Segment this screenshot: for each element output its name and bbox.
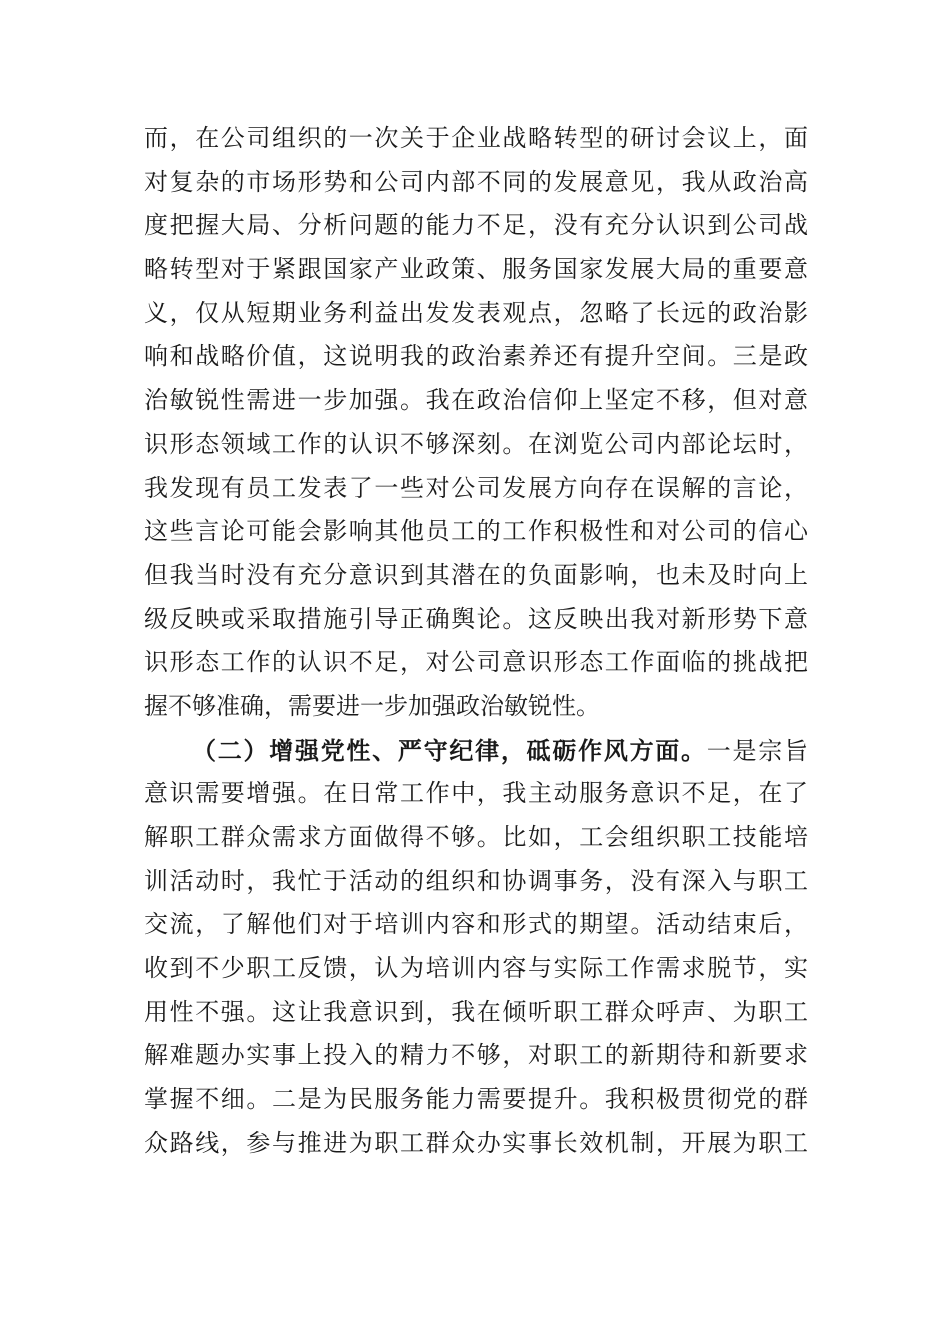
section-heading: （二）增强党性、严守纪律，砥砺作风方面。	[192, 735, 707, 765]
paragraph-1-line-3: 度把握大局、分析问题的能力不足，没有充分认识到公司战	[144, 211, 808, 240]
paragraph-2-line-9: 掌握不细。二是为民服务能力需要提升。我积极贯彻党的群	[144, 1085, 808, 1114]
paragraph-1-line-12: 级反映或采取措施引导正确舆论。这反映出我对新形势下意	[144, 604, 808, 633]
paragraph-1-line-5: 义，仅从短期业务利益出发发表观点，忽略了长远的政治影	[144, 298, 808, 327]
paragraph-1-line-9: 我发现有员工发表了一些对公司发展方向存在误解的言论，	[144, 473, 808, 502]
paragraph-1-line-14: 握不够准确，需要进一步加强政治敏锐性。	[144, 691, 600, 720]
paragraph-2-first-line-rest: 一是宗旨	[706, 736, 808, 765]
paragraph-2-line-4: 训活动时，我忙于活动的组织和协调事务，没有深入与职工	[144, 866, 808, 895]
body-text	[144, 117, 808, 1166]
paragraph-2-line-8: 解难题办实事上投入的精力不够，对职工的新期待和新要求	[144, 1041, 808, 1070]
paragraph-2-line-10: 众路线，参与推进为职工群众办实事长效机制，开展为职工	[144, 1128, 808, 1157]
paragraph-1-line-6: 响和战略价值，这说明我的政治素养还有提升空间。三是政	[144, 342, 808, 371]
paragraph-2-line-5: 交流，了解他们对于培训内容和形式的期望。活动结束后，	[144, 910, 808, 939]
paragraph-2-line-3: 解职工群众需求方面做得不够。比如，工会组织职工技能培	[144, 823, 808, 851]
paragraph-2-line-7: 用性不强。这让我意识到，我在倾听职工群众呼声、为职工	[144, 997, 808, 1026]
paragraph-2-line-6: 收到不少职工反馈，认为培训内容与实际工作需求脱节，实	[144, 954, 808, 983]
paragraph-2-first-line	[144, 729, 808, 773]
paragraph-1-line-10: 这些言论可能会影响其他员工的工作积极性和对公司的信心	[144, 517, 808, 546]
paragraph-1-line-1: 而，在公司组织的一次关于企业战略转型的研讨会议上，面	[144, 124, 808, 152]
paragraph-1-line-13: 识形态工作的认识不足，对公司意识形态工作面临的挑战把	[144, 648, 808, 677]
paragraph-1-line-7: 治敏锐性需进一步加强。我在政治信仰上坚定不移，但对意	[144, 386, 808, 415]
paragraph-1-line-11: 但我当时没有充分意识到其潜在的负面影响，也未及时向上	[144, 560, 808, 589]
paragraph-1-line-2: 对复杂的市场形势和公司内部不同的发展意见，我从政治高	[144, 167, 808, 196]
paragraph-1-line-8: 识形态领域工作的认识不够深刻。在浏览公司内部论坛时，	[144, 429, 808, 458]
paragraph-2-line-2: 意识需要增强。在日常工作中，我主动服务意识不足，在了	[144, 779, 808, 808]
paragraph-1-line-4: 略转型对于紧跟国家产业政策、服务国家发展大局的重要意	[144, 255, 808, 284]
